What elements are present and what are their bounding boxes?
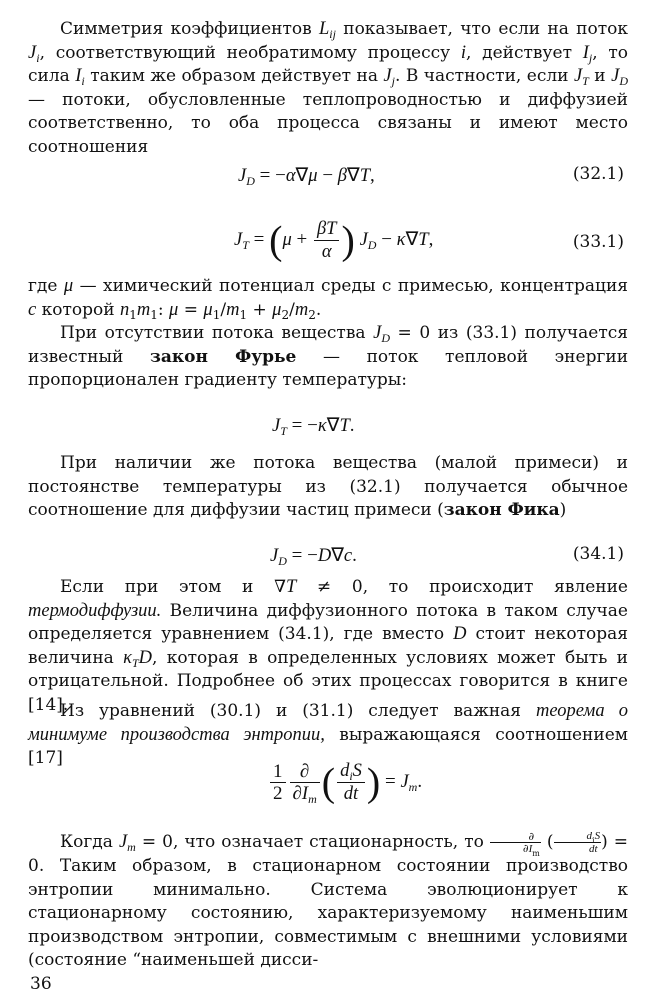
paragraph-stationary-state: Когда $J_m = 0$, что означает стационарность, то $\frac{\partial}{\partial I_m}$ ( $\frac{d_iS}{dt}$ ) = 0. Таким образом, в стационарном состоянии производство энтропии минимально. Система эволюционирует к стационарному состоянию, характеризуемому наименьшим производством энтропии, совместимым с внешними условиями (состояние “наименьшей дисси- bbox=[28, 829, 628, 971]
equation-number: (33.1) bbox=[572, 232, 624, 252]
paragraph-entropy-theorem: Из уравнений (30.1) и (31.1) следует важная теорема о минимуме производства энтропии, выражающаяся соотношением [17] bbox=[28, 701, 629, 769]
equation-32-1: $J_D = -\alpha\nabla\mu - \beta\nabla T$, (32.1) bbox=[238, 164, 624, 188]
equation-number: (32.1) bbox=[572, 164, 624, 184]
paragraph-chemical-potential: где μ — химический потенциал среды с примесью, концентрация c которой $n_1m_1$: $\mu = \mu_1/m_1 + \mu_2/m_2$. bbox=[28, 276, 629, 322]
paragraph-fick-law: При наличии же потока вещества (малой примеси) и постоянстве температуры из (32.1) получается обычное соотношение для диффузии частиц примеси (закон Фика) bbox=[28, 453, 628, 521]
paragraph-onsager-symmetry: Симметрия коэффициентов $L_{ij}$ показывает, что если на поток $J_i$, соответствующий необратимому процессу i, действует $I_j$, то сила $I_i$ таким же образом действует на $J_j$. В частности, если $J_T$ и $J_D$ — потоки, обусловленные теплопроводностью и диффузией соответственно, то оба процесса связаны и имеют место соотношения bbox=[28, 19, 629, 157]
equation-entropy-production: $\frac{1}{2}$ $\frac{\partial}{\partial I_m}$ ( $\frac{d_iS}{dt}$ ) = $J_m$. bbox=[28, 760, 628, 816]
equation-33-1: $J_T = (\mu$ + $\frac{\beta T}{\alpha}$ ) $J_D - \kappa\nabla T$, (33.1) bbox=[234, 217, 624, 263]
equation-34-1: $J_D = -D\nabla c$. (34.1) bbox=[270, 544, 624, 568]
page-number: 36 bbox=[30, 974, 52, 994]
paragraph-fourier-law: При отсутствии потока вещества $J_D = 0$ из (33.1) получается известный закон Фурье — поток тепловой энергии пропорционален градиенту температуры: bbox=[28, 323, 629, 391]
paragraph-thermodiffusion: Если при этом и ∇T ≠ 0, то происходит явление термодиффузии. Величина диффузионного потока в таком случае определяется уравнением (34.1), где вместо D стоит некоторая величина $\kappa_TD$, которая в определенных условиях может быть и отрицательной. Подробнее об этих процессах говорится в книге [14]. bbox=[28, 577, 629, 715]
equation-fourier: $J_T = -\kappa\nabla T$. bbox=[272, 415, 355, 438]
equation-number: (34.1) bbox=[572, 544, 624, 564]
